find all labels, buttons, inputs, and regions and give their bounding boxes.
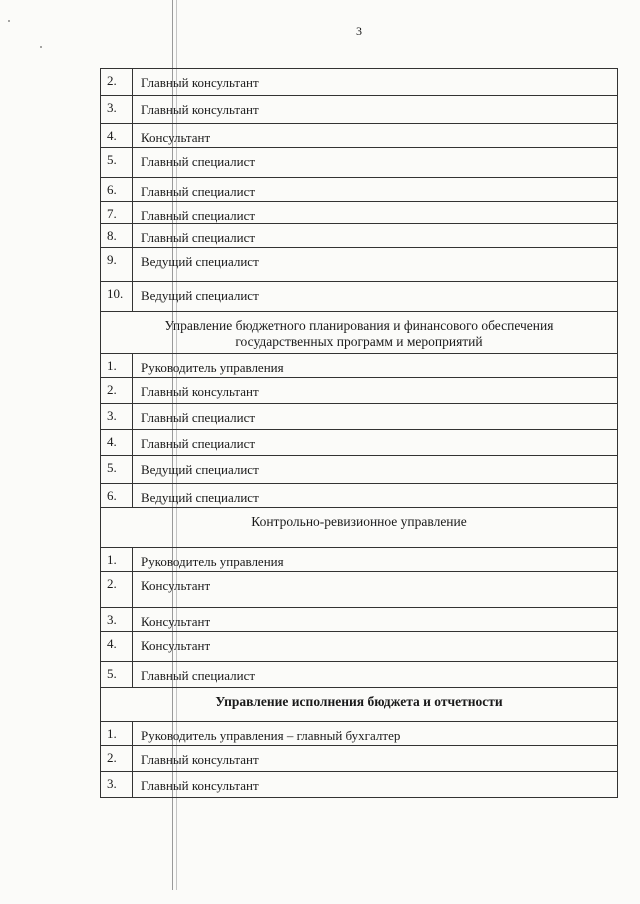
table-row (100, 178, 618, 202)
row-number: 9. (101, 248, 133, 281)
position-title: Главный консультант (141, 778, 259, 793)
row-number: 1. (101, 354, 133, 377)
table-row (100, 124, 618, 148)
position-title: Руководитель управления (141, 360, 284, 375)
row-number: 6. (101, 484, 133, 507)
scan-dot (8, 20, 10, 22)
position-title: Ведущий специалист (141, 288, 259, 303)
section-title-line: государственных программ и мероприятий (235, 334, 483, 349)
section-heading (100, 312, 618, 354)
position-title: Главный специалист (141, 154, 256, 169)
row-number: 3. (101, 772, 133, 797)
row-number: 5. (101, 148, 133, 177)
row-number: 2. (101, 378, 133, 403)
position-title: Главный специалист (141, 668, 256, 683)
table-row (100, 572, 618, 608)
table-row (100, 632, 618, 662)
table-row (100, 224, 618, 248)
row-number: 3. (101, 96, 133, 123)
table-row (100, 430, 618, 456)
table-row (100, 456, 618, 484)
section-heading (100, 508, 618, 548)
position-title: Главный специалист (141, 208, 256, 223)
table-row (100, 354, 618, 378)
row-number: 6. (101, 178, 133, 201)
table-row (100, 608, 618, 632)
row-number: 2. (101, 69, 133, 95)
row-number: 4. (101, 430, 133, 455)
position-title: Главный специалист (141, 410, 256, 425)
staff-table (100, 68, 618, 798)
position-title: Консультант (141, 130, 211, 145)
row-number: 10. (101, 282, 133, 311)
table-row (100, 282, 618, 312)
table-row (100, 772, 618, 798)
row-number: 7. (101, 202, 133, 223)
position-title: Консультант (141, 638, 211, 653)
table-row (100, 484, 618, 508)
row-number: 1. (101, 548, 133, 571)
row-number: 2. (101, 572, 133, 607)
table-row (100, 378, 618, 404)
position-title: Ведущий специалист (141, 490, 259, 505)
section-title-line: Управление бюджетного планирования и финансового обеспечения (164, 318, 554, 333)
row-number: 4. (101, 124, 133, 147)
section-title-line: Управление исполнения бюджета и отчетности (215, 694, 503, 709)
row-number: 8. (101, 224, 133, 247)
row-number: 2. (101, 746, 133, 771)
table-row (100, 548, 618, 572)
row-number: 1. (101, 722, 133, 745)
position-title: Главный консультант (141, 75, 259, 90)
position-title: Главный консультант (141, 752, 259, 767)
table-row (100, 662, 618, 688)
position-title: Ведущий специалист (141, 254, 259, 269)
table-row (100, 202, 618, 224)
table-row (100, 404, 618, 430)
row-number: 5. (101, 662, 133, 687)
table-row (100, 96, 618, 124)
scan-dot (40, 46, 42, 48)
position-title: Консультант (141, 578, 211, 593)
position-title: Консультант (141, 614, 211, 629)
position-title: Руководитель управления (141, 554, 284, 569)
page-number: 3 (356, 24, 362, 38)
position-title: Ведущий специалист (141, 462, 259, 477)
table-row (100, 722, 618, 746)
position-title: Главный специалист (141, 184, 256, 199)
table-row (100, 746, 618, 772)
position-title: Главный консультант (141, 102, 259, 117)
row-number: 3. (101, 608, 133, 631)
row-number: 4. (101, 632, 133, 661)
row-number: 5. (101, 456, 133, 483)
section-heading (100, 688, 618, 722)
table-row (100, 248, 618, 282)
section-title-line: Контрольно-ревизионное управление (251, 514, 467, 529)
table-row (100, 68, 618, 96)
position-title: Главный консультант (141, 384, 259, 399)
position-title: Руководитель управления – главный бухгалтер (141, 728, 401, 743)
table-row (100, 148, 618, 178)
row-number: 3. (101, 404, 133, 429)
position-title: Главный специалист (141, 230, 256, 245)
position-title: Главный специалист (141, 436, 256, 451)
